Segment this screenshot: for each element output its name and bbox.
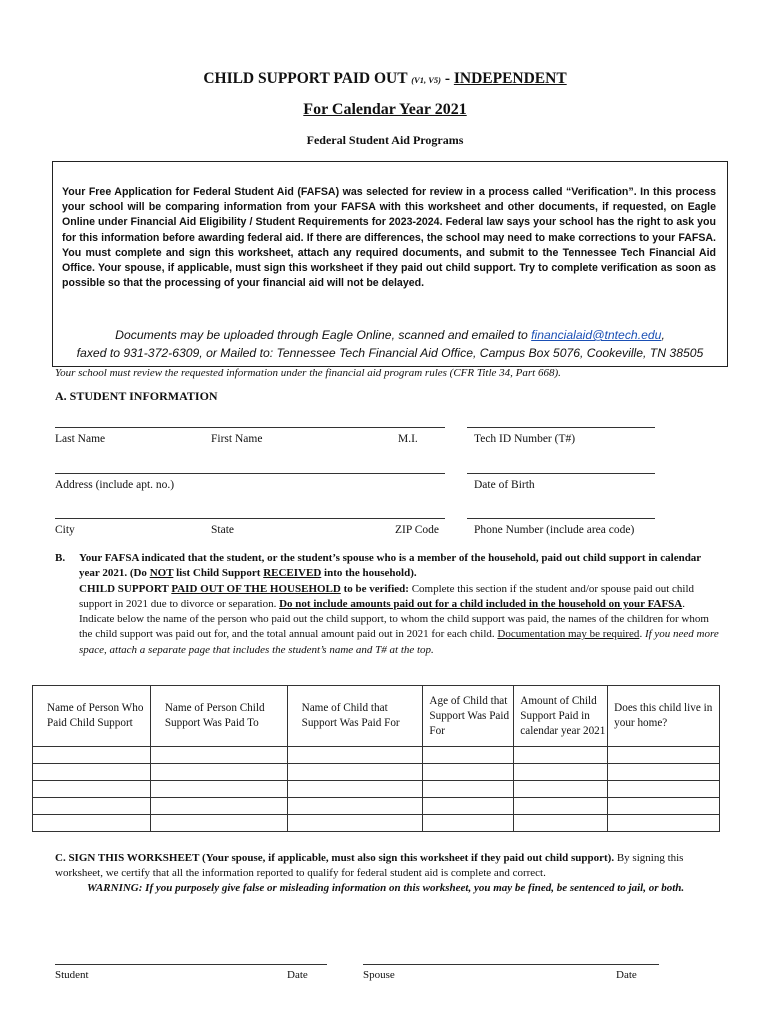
tech-id-line[interactable]: [467, 427, 655, 428]
cell[interactable]: [514, 747, 608, 764]
spouse-label: Spouse: [363, 969, 395, 981]
not-emphasis: NOT: [149, 567, 174, 580]
intro-paragraph: Your Free Application for Federal Student Aid (FAFSA) was selected for review in a process called “Verification”. In this process your school will be comparing information from your FAFSA with this worksheet and other documents, if requested, on Eagle Online under Financial Aid Eligibility / Student Requirements for 2023-2024. Federal law says your school has the right to ask you for this information before awarding federal aid. If there are differences, the school may need to make corrections to your FAFSA. You must complete and sign this worksheet, attach any required documents, and submit to the Tennessee Tech Financial Aid Office. Your spouse, if applicable, must sign this worksheet if they paid out child support. Try to complete verification as soon as possible so that the processing of your financial aid will not be delayed.: [62, 186, 716, 290]
section-b-p2-d: . Indicate below the name of the person who paid out the child support, to whom the child support was paid, the names of the children for whom the child support was paid out for, and the total annual amount paid out in 2021 for each child.: [79, 597, 709, 641]
section-c: [55, 851, 720, 896]
cell[interactable]: [287, 798, 423, 815]
paid-out-emphasis: PAID OUT OF THE HOUSEHOLD: [171, 582, 341, 595]
cell[interactable]: [33, 798, 151, 815]
year-title: For Calendar Year 2021: [303, 101, 467, 118]
table-row: [33, 764, 720, 781]
cell[interactable]: [287, 781, 423, 798]
warning-text: WARNING: If you purposely give false or misleading information on this worksheet, you may be fined, be sentenced to jail, or both.: [87, 882, 685, 894]
table-row: [33, 798, 720, 815]
section-b-p2-b: to be verified:: [340, 582, 412, 595]
title-main: CHILD SUPPORT PAID OUT: [203, 70, 408, 87]
cell[interactable]: [423, 747, 514, 764]
table-row: [33, 815, 720, 832]
cell[interactable]: [150, 747, 287, 764]
title-versions: (V1, V5): [411, 75, 441, 85]
docs-line2: faxed to 931-372-6309, or Mailed to: Tennessee Tech Financial Aid Office, Campus Box 5076, Cookeville, TN 38505: [76, 346, 704, 360]
subtitle: Federal Student Aid Programs: [306, 133, 464, 147]
received-emphasis: RECEIVED: [263, 567, 322, 580]
section-b-letter: B.: [55, 552, 66, 564]
child-support-table: [32, 685, 720, 832]
email-link[interactable]: financialaid@tntech.edu: [531, 328, 662, 342]
cell[interactable]: [608, 764, 720, 781]
section-b: [55, 551, 720, 658]
cell[interactable]: [608, 781, 720, 798]
docs-line1: Documents may be uploaded through Eagle Online, scanned and emailed to: [115, 328, 532, 342]
section-b-p1: Your FAFSA indicated that the student, or the student’s spouse who is a member of the household, paid out child support in calendar year 2021. (Do: [79, 552, 701, 580]
col-lives-home: Does this child live in your home?: [608, 686, 720, 747]
city-line[interactable]: [55, 518, 445, 519]
cell[interactable]: [287, 815, 423, 832]
form-title: [0, 70, 770, 88]
col-amount: Amount of Child Support Paid in calendar year 2021: [514, 686, 608, 747]
extra-space-note: If you need more space, attach a separate page that includes the student’s name and T# at the top.: [79, 628, 719, 656]
cell[interactable]: [33, 764, 151, 781]
col-child-name: Name of Child that Support Was Paid For: [287, 686, 423, 747]
section-a-heading: A. STUDENT INFORMATION: [55, 389, 218, 403]
section-c-heading: C. SIGN THIS WORKSHEET (Your spouse, if applicable, must also sign this worksheet if they paid out child support).: [55, 852, 615, 864]
col-payer: Name of Person Who Paid Child Support: [33, 686, 151, 747]
cell[interactable]: [514, 815, 608, 832]
cell[interactable]: [608, 798, 720, 815]
student-date-label: Date: [287, 969, 308, 981]
mi-label: M.I.: [398, 433, 418, 445]
last-name-label: Last Name: [55, 433, 106, 445]
dob-label: Date of Birth: [474, 479, 535, 491]
cell[interactable]: [514, 798, 608, 815]
spouse-signature-line[interactable]: [363, 964, 659, 965]
city-label: City: [55, 524, 75, 536]
col-payee: Name of Person Child Support Was Paid To: [150, 686, 287, 747]
table-row: [33, 781, 720, 798]
cell[interactable]: [33, 747, 151, 764]
review-note: Your school must review the requested information under the financial aid program rules (CFR Title 34, Part 668).: [55, 367, 561, 379]
cell[interactable]: [608, 815, 720, 832]
cell[interactable]: [33, 781, 151, 798]
cell[interactable]: [150, 764, 287, 781]
cell[interactable]: [514, 781, 608, 798]
cell[interactable]: [423, 798, 514, 815]
section-b-p2-a: CHILD SUPPORT: [79, 582, 172, 595]
zip-label: ZIP Code: [395, 524, 439, 536]
cell[interactable]: [608, 747, 720, 764]
col-child-age: Age of Child that Support Was Paid For: [423, 686, 514, 747]
section-b-p2-c: Complete this section if the student and/or spouse paid out child support in 2021 due to divorce or separation.: [79, 582, 695, 610]
cell[interactable]: [423, 764, 514, 781]
cell[interactable]: [150, 781, 287, 798]
exclude-household-note: Do not include amounts paid out for a child included in the household on your FAFSA: [279, 597, 683, 610]
cell[interactable]: [423, 781, 514, 798]
cell[interactable]: [287, 747, 423, 764]
student-signature-line[interactable]: [55, 964, 327, 965]
table-header-row: [33, 686, 720, 747]
section-b-p1-mid: list Child Support: [173, 567, 264, 580]
phone-line[interactable]: [467, 518, 655, 519]
address-line[interactable]: [55, 473, 445, 474]
cell[interactable]: [33, 815, 151, 832]
cell[interactable]: [150, 815, 287, 832]
phone-label: Phone Number (include area code): [474, 524, 635, 536]
section-b-p1-end: into the household).: [321, 567, 417, 580]
cell[interactable]: [423, 815, 514, 832]
title-dash: -: [444, 70, 450, 87]
table-row: [33, 747, 720, 764]
section-b-p2-e: .: [639, 628, 645, 641]
documentation-note: Documentation may be required: [497, 628, 640, 641]
cell[interactable]: [150, 798, 287, 815]
title-independent: INDEPENDENT: [453, 70, 567, 87]
section-c-body: By signing this worksheet, we certify that all the information reported to qualify for federal student aid is complete and correct.: [55, 852, 684, 879]
tech-id-label: Tech ID Number (T#): [474, 433, 576, 445]
submission-instructions: [52, 326, 728, 362]
first-name-label: First Name: [211, 433, 263, 445]
name-line[interactable]: [55, 427, 445, 428]
cell[interactable]: [514, 764, 608, 781]
spouse-date-label: Date: [616, 969, 637, 981]
docs-line1-end: ,: [661, 328, 665, 342]
dob-line[interactable]: [467, 473, 655, 474]
state-label: State: [211, 524, 234, 536]
cell[interactable]: [287, 764, 423, 781]
student-label: Student: [55, 969, 89, 981]
address-label: Address (include apt. no.): [55, 479, 175, 491]
